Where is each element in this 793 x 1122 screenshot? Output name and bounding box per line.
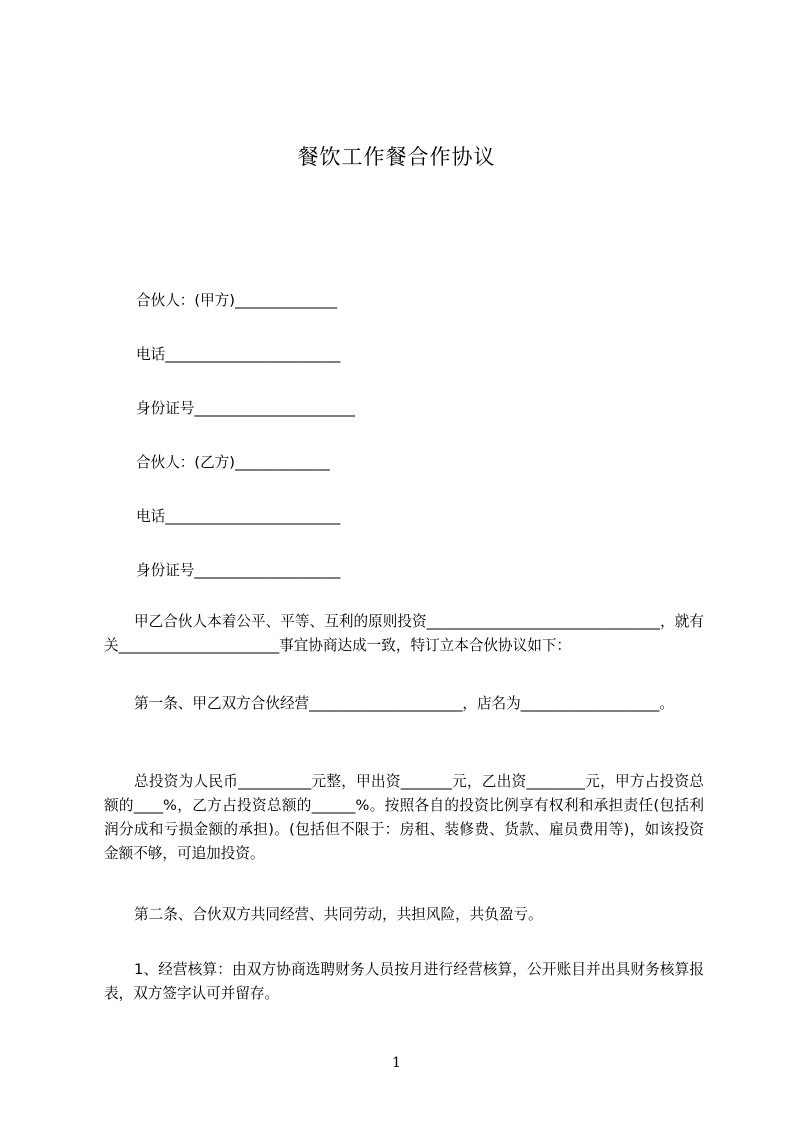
intro-paragraph: 甲乙合伙人本着公平、平等、互利的原则投资________________________________，就有关______________________事宜协商达成一致，特订立本合伙协议如下： — [104, 613, 704, 654]
partner-b-line: 合伙人：(乙方)_____________ — [136, 454, 330, 471]
partner-a-line: 合伙人：(甲方)______________ — [136, 292, 338, 309]
article-2-paragraph: 第二条、合伙双方共同经营、共同劳动，共担风险，共负盈亏。 — [134, 906, 543, 923]
document-title: 餐饮工作餐合作协议 — [297, 145, 496, 169]
investment-paragraph: 总投资为人民币__________元整，甲出资_______元，乙出资________元，甲方占投资总额的____%，乙方占投资总额的______%。按照各自的投资比例享有权利和承担责任(包括利润分成和亏损金额的承担)。(包括但不限于：房租、装修费、货款、雇员费用等)，如该投资金额不够，可追加投资。 — [104, 773, 704, 862]
id-number-a-line: 身份证号______________________ — [136, 400, 355, 417]
article-1-paragraph: 第一条、甲乙双方合伙经营_____________________，店名为___________________。 — [134, 695, 674, 712]
id-number-b-line: 身份证号____________________ — [136, 562, 341, 579]
phone-b-line: 电话________________________ — [136, 508, 341, 525]
page-number: 1 — [392, 1055, 401, 1071]
phone-a-line: 电话________________________ — [136, 346, 341, 363]
accounting-paragraph: 1、经营核算：由双方协商选聘财务人员按月进行经营核算，公开账目并出具财务核算报表，双方签字认可并留存。 — [104, 961, 704, 1002]
